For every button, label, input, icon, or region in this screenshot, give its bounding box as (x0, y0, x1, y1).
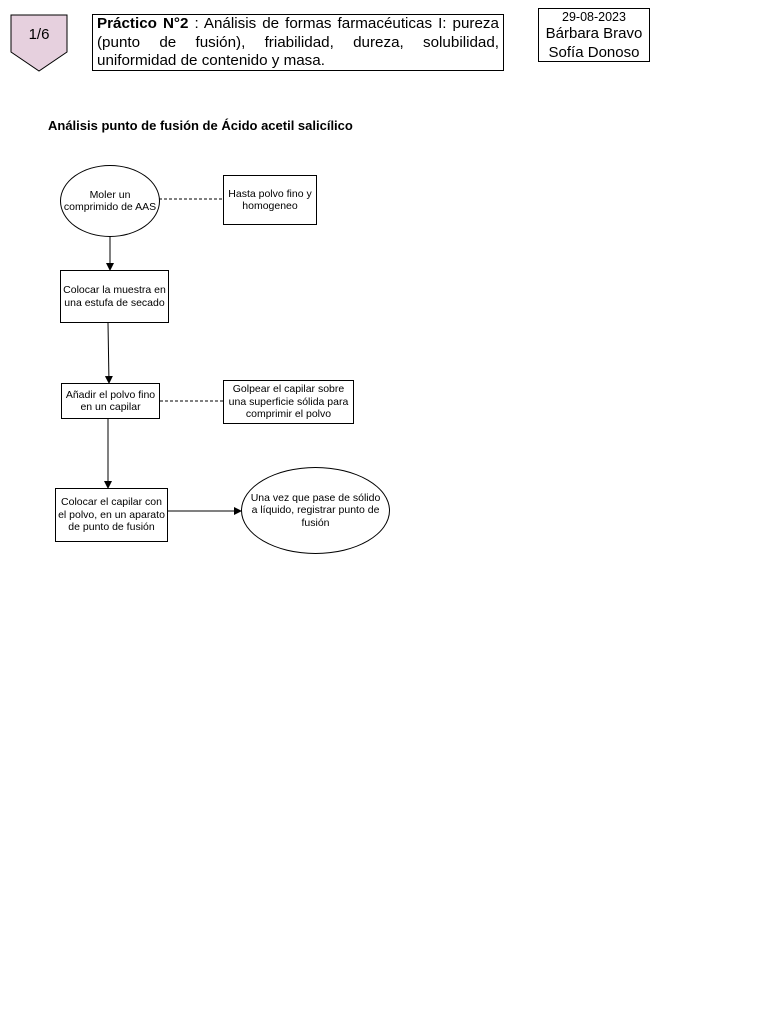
flow-node-grind-tablet (60, 165, 160, 237)
node-text: Una vez que pase de sólido a líquido, registrar punto de fusión (250, 491, 381, 529)
flow-node-fill-capillary (61, 383, 160, 419)
flow-note-fine-powder (223, 175, 317, 225)
flow-node-drying-oven (60, 270, 169, 323)
date-text: 29-08-2023 (562, 10, 626, 24)
node-text: Colocar el capilar con el polvo, en un aparato de punto de fusión (58, 496, 165, 534)
flow-node-melting-apparatus (55, 488, 168, 542)
node-text: Colocar la muestra en una estufa de secado (63, 284, 166, 309)
section-title: Análisis punto de fusión de Ácido acetil salicílico (48, 118, 353, 133)
node-text: Moler un comprimido de AAS (63, 188, 157, 213)
author-name: Bárbara Bravo (545, 25, 643, 42)
practice-title-bold: Práctico N°2 (97, 15, 189, 32)
practice-title-rest: : Análisis de formas farmacéuticas I: pureza (punto de fusión), friabilidad, dureza, solubilidad, uniformidad de contenido y masa. (97, 15, 499, 69)
connector-n3-n4 (108, 323, 109, 383)
flow-note-tap-capillary (223, 380, 354, 424)
author-name: Sofía Donoso (548, 43, 640, 61)
node-text: Hasta polvo fino y homogeneo (228, 187, 312, 212)
node-text: Añadir el polvo fino en un capilar (65, 388, 156, 413)
flow-node-record-melting-point (241, 467, 390, 554)
node-text: Golpear el capilar sobre una superficie sólida para comprimir el polvo (228, 383, 349, 421)
page-number: 1/6 (28, 26, 50, 43)
